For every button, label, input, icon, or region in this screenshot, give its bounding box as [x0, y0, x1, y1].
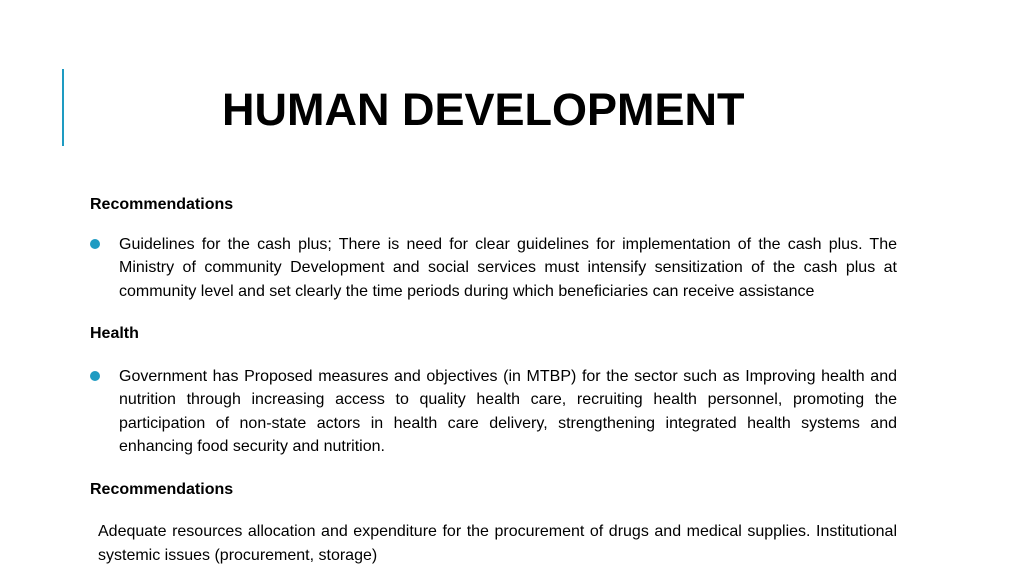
title-accent-bar: [62, 69, 64, 146]
bullet-text: Government has Proposed measures and objectives (in MTBP) for the sector such as Improving health and nutrition through increasing access to quality health care, recruiting health personnel, promoting the participation of non-state actors in health care delivery, strengthening integrated health systems and enhancing food security and nutrition.: [119, 367, 897, 455]
section-heading-recommendations: Recommendations: [90, 196, 234, 213]
section-heading-health: Health: [90, 325, 139, 342]
section-heading-recommendations: Recommendations: [90, 480, 234, 498]
bullet-dot-icon: [90, 371, 100, 381]
bullet-item: [90, 233, 897, 304]
bullet-dot-icon: [90, 239, 100, 249]
paragraph-text: Adequate resources allocation and expenditure for the procurement of drugs and medical supplies. Institutional systemic issues (procurement, storage): [98, 523, 897, 564]
bullet-text: Guidelines for the cash plus; There is need for clear guidelines for implementation of the cash plus. The Ministry of community Development and social services must intensify sensitization of the cash plus at community level and set clearly the time periods during which beneficiaries can receive assistance: [119, 235, 897, 300]
bullet-item: [90, 365, 897, 459]
slide-content: [90, 193, 897, 567]
slide-title: HUMAN DEVELOPMENT: [222, 84, 745, 135]
